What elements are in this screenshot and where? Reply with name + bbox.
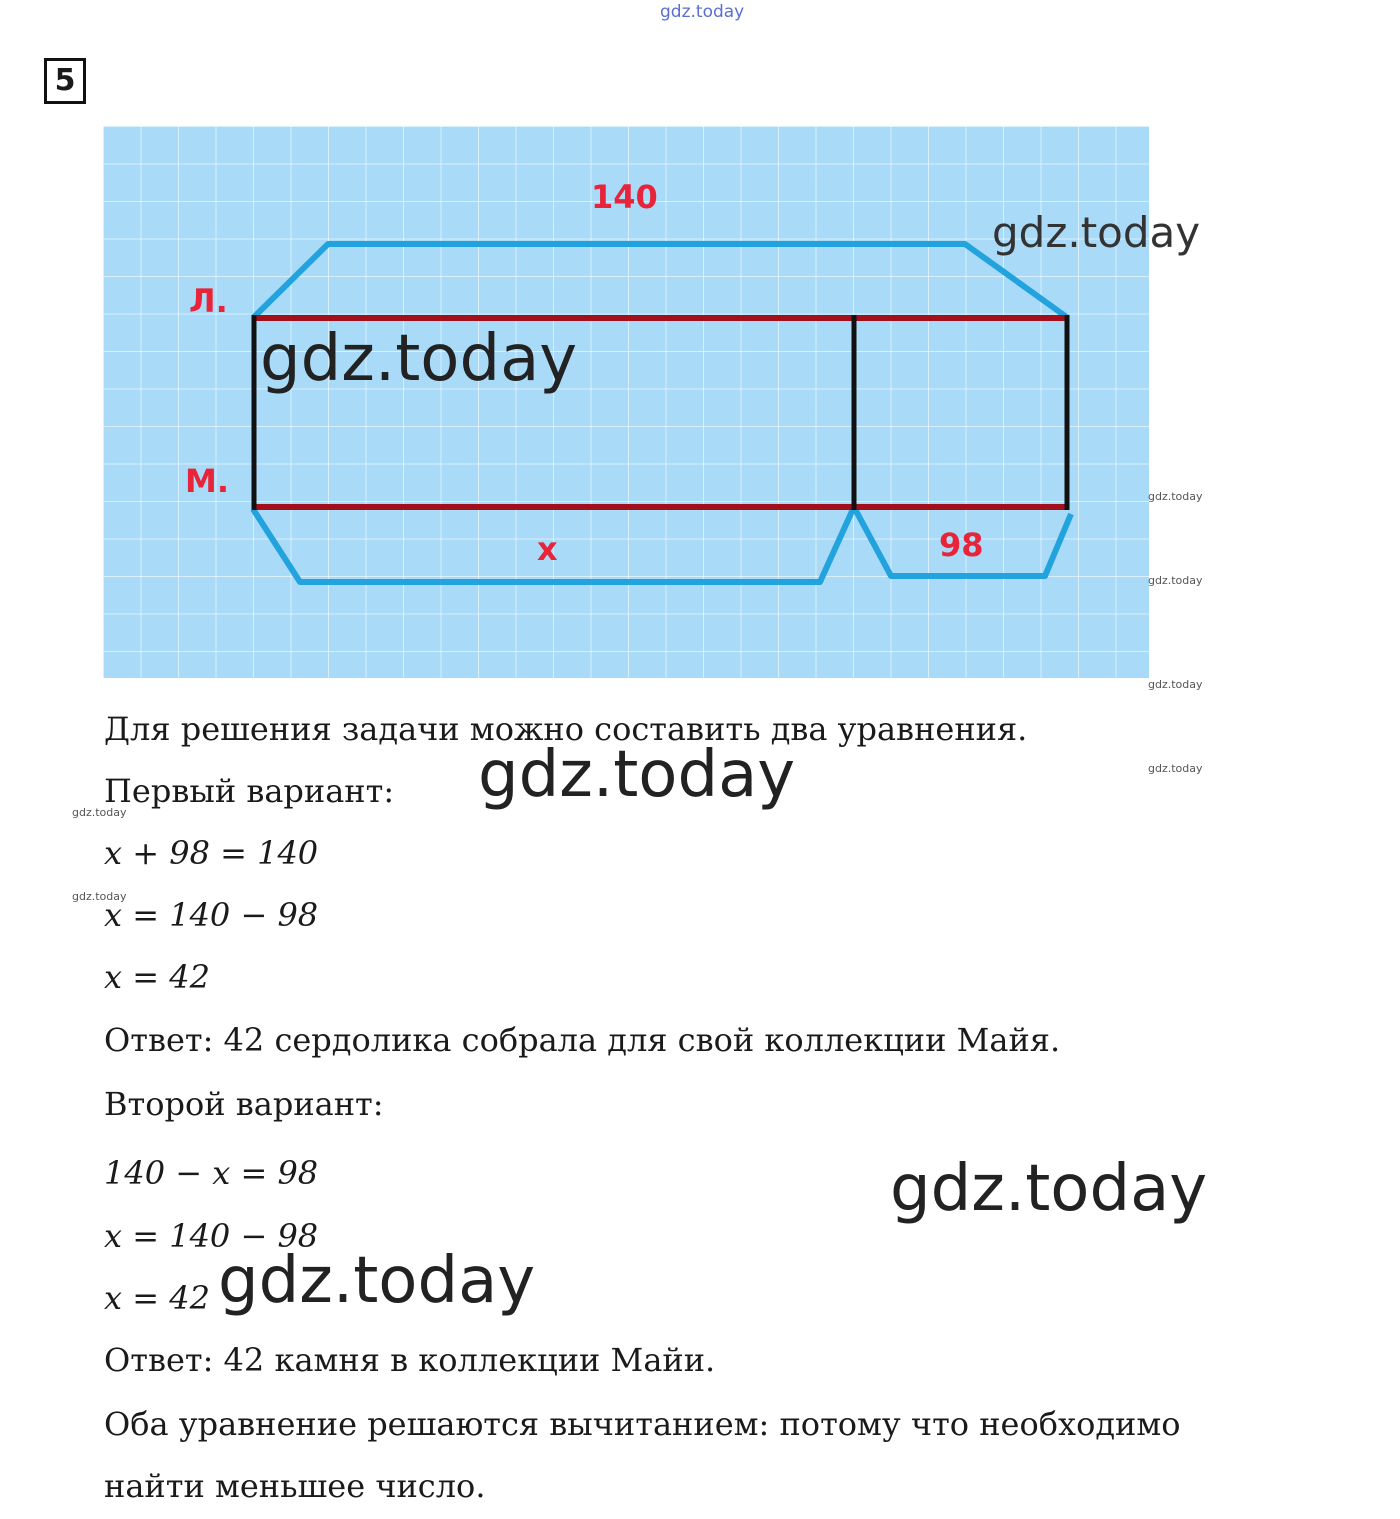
watermark-diagram-1: gdz.today — [992, 208, 1201, 257]
watermark-small-5: gdz.today — [72, 806, 127, 819]
label-l: Л. — [189, 282, 228, 320]
watermark-text-2: gdz.today — [890, 1152, 1208, 1226]
conclusion-line-1: Оба уравнение решаются вычитанием: потому что необходимо — [104, 1405, 1181, 1443]
watermark-small-3: gdz.today — [1148, 678, 1203, 691]
answer-2: Ответ: 42 камня в коллекции Майи. — [104, 1341, 716, 1379]
equation-2-1: 140 − x = 98 — [104, 1154, 319, 1192]
equation-1-3: x = 42 — [104, 958, 210, 996]
watermark-small-2: gdz.today — [1148, 574, 1203, 587]
task-number: 5 — [44, 58, 86, 104]
watermark-small-1: gdz.today — [1148, 490, 1203, 503]
watermark-text-3: gdz.today — [218, 1244, 536, 1318]
first-variant-heading: Первый вариант: — [104, 772, 395, 810]
equation-1-2: x = 140 − 98 — [104, 896, 319, 934]
top-brace — [253, 244, 1068, 318]
watermark-text-1: gdz.today — [478, 738, 796, 812]
equation-2-2: x = 140 − 98 — [104, 1217, 319, 1255]
intro-text: Для решения задачи можно составить два уравнения. — [104, 710, 1028, 748]
label-98: 98 — [939, 526, 984, 564]
equation-2-3: x = 42 — [104, 1279, 210, 1317]
watermark-top: gdz.today — [660, 2, 745, 22]
watermark-small-4: gdz.today — [1148, 762, 1203, 775]
label-x: x — [537, 530, 558, 568]
second-variant-heading: Второй вариант: — [104, 1085, 384, 1123]
equation-1-1: x + 98 = 140 — [104, 834, 319, 872]
label-m: М. — [185, 462, 229, 500]
label-140: 140 — [591, 178, 658, 216]
watermark-diagram-2: gdz.today — [260, 322, 578, 396]
conclusion-line-2: найти меньшее число. — [104, 1467, 486, 1505]
watermark-small-6: gdz.today — [72, 890, 127, 903]
answer-1: Ответ: 42 сердолика собрала для свой коллекции Майя. — [104, 1021, 1061, 1059]
